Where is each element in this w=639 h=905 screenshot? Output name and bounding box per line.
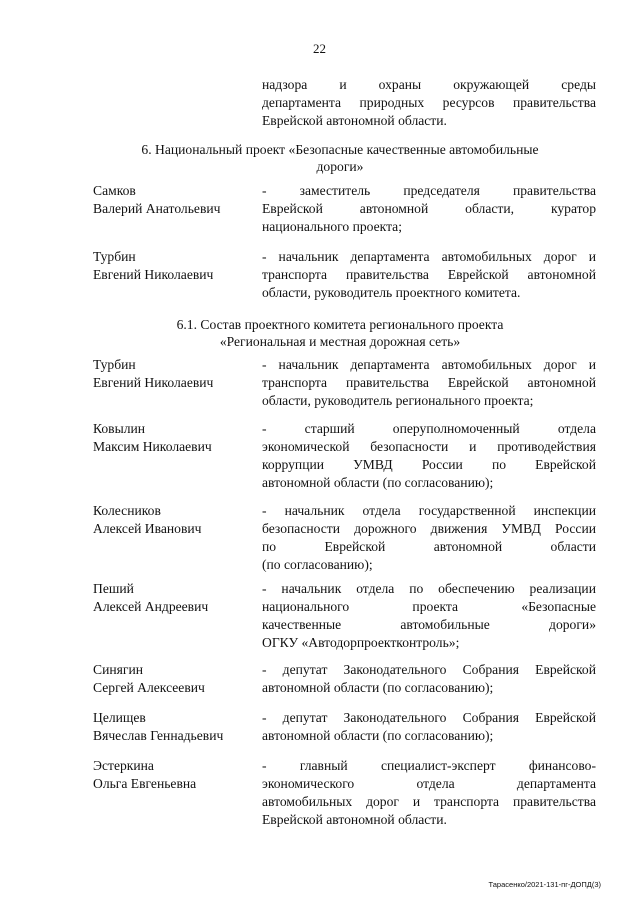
continuation-line: Еврейской автономной области. [262, 113, 447, 128]
role-line: (по согласованию); [262, 557, 373, 572]
member-name [93, 356, 258, 392]
role-line: автомобильных дорог и транспорта правительства [262, 794, 596, 809]
continuation-line: департамента природных ресурсов правительства [262, 95, 596, 110]
member-given-names: Алексей Иванович [93, 521, 202, 536]
role-line: области, руководитель проектного комитета. [262, 285, 521, 300]
member-role [262, 356, 596, 410]
member-name [93, 580, 258, 616]
member-given-names: Евгений Николаевич [93, 375, 214, 390]
role-line: - главный специалист-эксперт финансово- [262, 758, 596, 773]
member-surname: Эстеркина [93, 758, 154, 773]
role-line: автономной области (по согласованию); [262, 728, 494, 743]
role-line: - начальник департамента автомобильных дорог и [262, 249, 596, 264]
role-line: экономической безопасности и противодействия [262, 439, 596, 454]
member-role [262, 248, 596, 302]
member-surname: Самков [93, 183, 136, 198]
member-role [262, 661, 596, 697]
role-line: - заместитель председателя правительства [262, 183, 596, 198]
member-name [93, 709, 258, 745]
role-line: по Еврейской автономной области [262, 539, 596, 554]
role-line: - старший оперуполномоченный отдела [262, 421, 596, 436]
member-name [93, 757, 258, 793]
member-surname: Синягин [93, 662, 143, 677]
page-number: 22 [313, 41, 326, 56]
role-line: - начальник отдела по обеспечению реализации [262, 581, 596, 596]
role-line: области, руководитель регионального проекта; [262, 393, 534, 408]
member-name [93, 182, 258, 218]
member-given-names: Алексей Андреевич [93, 599, 209, 614]
role-line: Еврейской автономной области, куратор [262, 201, 596, 216]
member-name [93, 661, 258, 697]
member-role [262, 420, 596, 492]
role-line: - депутат Законодательного Собрания Еврейской [262, 710, 596, 725]
role-line: национального проекта; [262, 219, 402, 234]
member-role [262, 502, 596, 574]
member-surname: Пеший [93, 581, 134, 596]
role-line: Еврейской автономной области. [262, 812, 447, 827]
document-footer-code: Тарасенко/2021-131-пг-ДОПД(3) [488, 880, 601, 889]
member-role [262, 182, 596, 236]
member-name [93, 502, 258, 538]
role-line: автономной области (по согласованию); [262, 680, 494, 695]
continuation-line: надзора и охраны окружающей среды [262, 77, 596, 92]
member-given-names: Евгений Николаевич [93, 267, 214, 282]
role-line: - начальник отдела государственной инспекции [262, 503, 596, 518]
continuation-text [262, 76, 596, 130]
section-6-1-title: 6.1. Состав проектного комитета регионального проекта «Региональная и местная дорожная сеть» [176, 317, 504, 349]
member-given-names: Валерий Анатольевич [93, 201, 221, 216]
member-role [262, 757, 596, 829]
member-name [93, 248, 258, 284]
member-surname: Турбин [93, 249, 136, 264]
role-line: национального проекта «Безопасные [262, 599, 596, 614]
member-given-names: Вячеслав Геннадьевич [93, 728, 224, 743]
role-line: - начальник департамента автомобильных дорог и [262, 357, 596, 372]
role-line: коррупции УМВД России по Еврейской [262, 457, 596, 472]
member-surname: Турбин [93, 357, 136, 372]
role-line: - депутат Законодательного Собрания Еврейской [262, 662, 596, 677]
role-line: транспорта правительства Еврейской автономной [262, 267, 596, 282]
member-surname: Ковылин [93, 421, 146, 436]
member-given-names: Максим Николаевич [93, 439, 212, 454]
role-line: ОГКУ «Автодорпроектконтроль»; [262, 635, 460, 650]
role-line: экономического отдела департамента [262, 776, 596, 791]
member-role [262, 580, 596, 652]
role-line: безопасности дорожного движения УМВД России [262, 521, 596, 536]
role-line: автономной области (по согласованию); [262, 475, 494, 490]
role-line: транспорта правительства Еврейской автономной [262, 375, 596, 390]
member-given-names: Сергей Алексеевич [93, 680, 205, 695]
section-6-title: 6. Национальный проект «Безопасные качественные автомобильные дороги» [141, 142, 539, 174]
member-given-names: Ольга Евгеньевна [93, 776, 197, 791]
member-surname: Целищев [93, 710, 146, 725]
member-surname: Колесников [93, 503, 161, 518]
role-line: качественные автомобильные дороги» [262, 617, 596, 632]
member-name [93, 420, 258, 456]
member-role [262, 709, 596, 745]
